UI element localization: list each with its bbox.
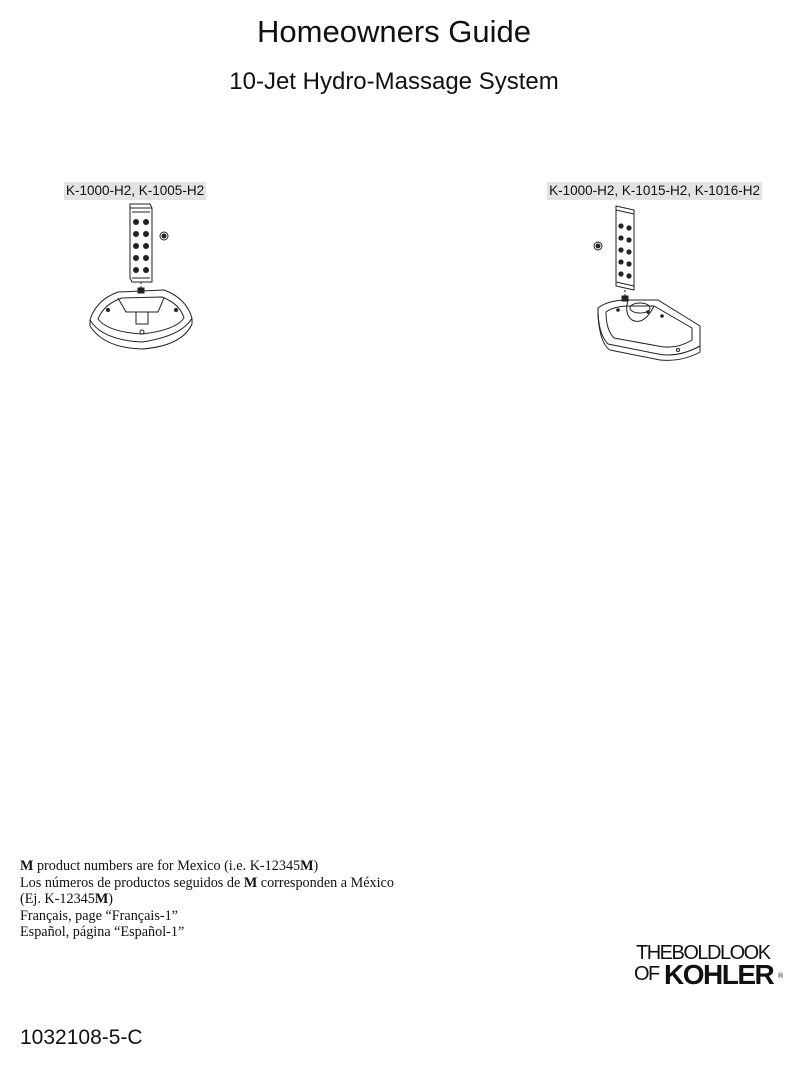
note-mexico-es-example: (Ej. K-12345M) xyxy=(20,891,114,908)
rectangular-bath-illustration xyxy=(588,204,708,364)
notes-block xyxy=(20,858,394,941)
logo-tagline: THEBOLDLOOK xyxy=(636,942,770,964)
kohler-logo xyxy=(634,940,794,992)
note-mexico-es: Los números de productos seguidos de M corresponden a México xyxy=(20,874,394,891)
note-mexico-en: M product numbers are for Mexico (i.e. K-12345M) xyxy=(20,858,319,874)
model-numbers-left: K-1000-H2, K-1005-H2 xyxy=(66,183,205,198)
model-numbers-right: K-1000-H2, K-1015-H2, K-1016-H2 xyxy=(549,183,760,198)
logo-brand-name: KOHLER xyxy=(664,959,774,990)
logo-of: OF xyxy=(634,963,659,985)
registered-mark: ® xyxy=(778,973,784,980)
page-title: Homeowners Guide xyxy=(257,14,531,49)
page-subtitle: 10-Jet Hydro-Massage System xyxy=(229,68,559,95)
note-french-page: Français, page “Français-1” xyxy=(20,907,178,924)
note-spanish-page: Español, página “Español-1” xyxy=(20,924,185,941)
corner-bath-illustration xyxy=(82,202,202,352)
document-number: 1032108-5-C xyxy=(20,1026,143,1049)
